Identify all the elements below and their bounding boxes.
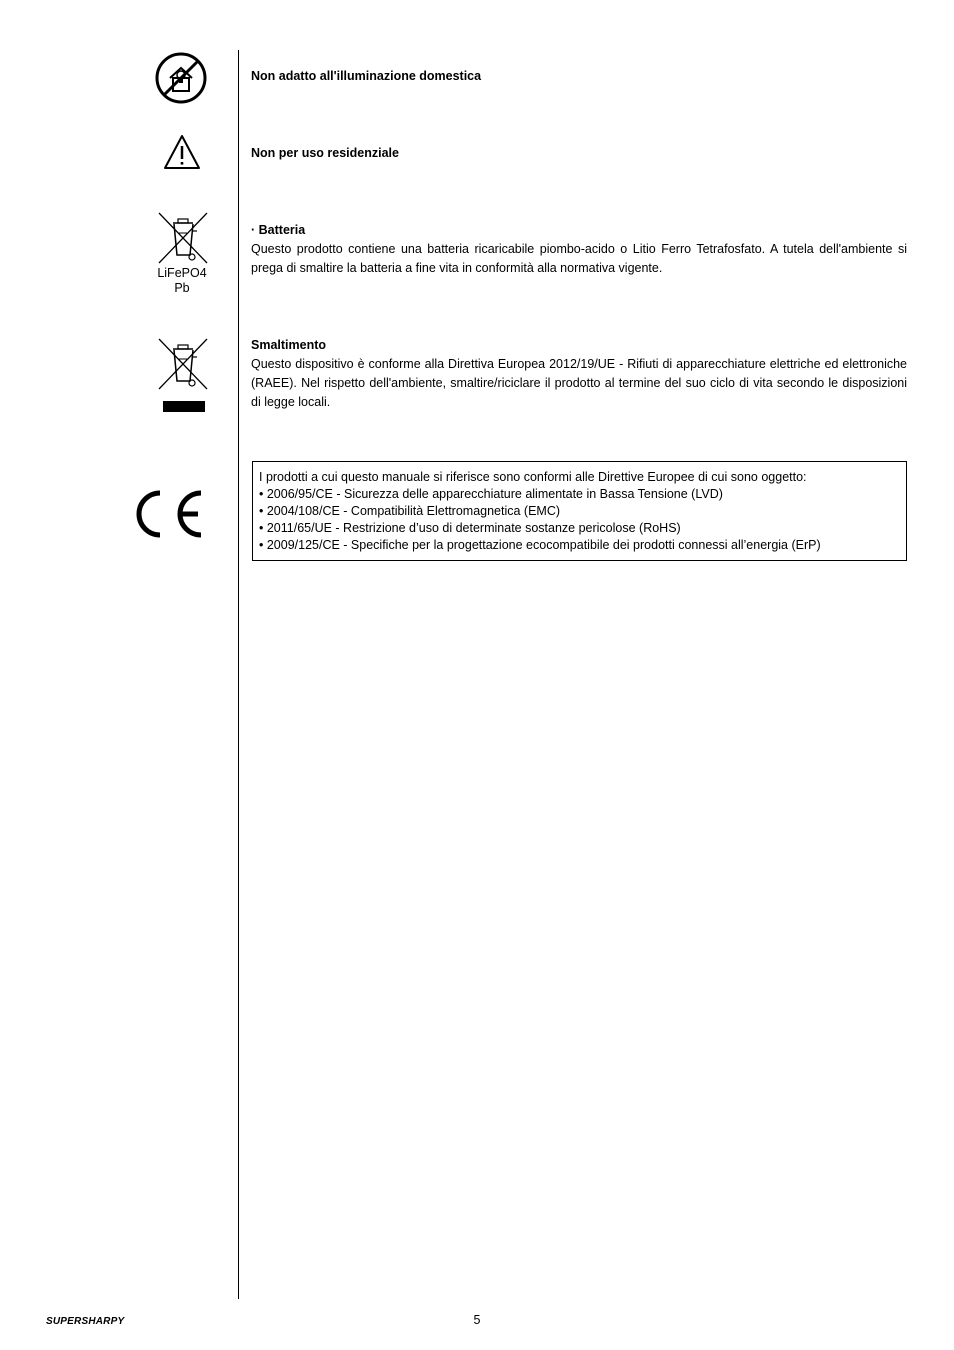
disposal-body: Questo dispositivo è conforme alla Direttiva Europea 2012/19/UE - Rifiuti di apparecchiature elettriche ed elettroniche (RAEE). Nel rispetto dell'ambiente, smaltire/riciclare il prodotto al termine del suo ciclo di vita secondo le disposizioni di legge locali. — [251, 357, 907, 409]
ce-directive-item: • 2004/108/CE - Compatibilità Elettromagnetica (EMC) — [259, 504, 561, 518]
disposal-title: Smaltimento — [251, 338, 327, 352]
crossed-bin-weee-icon — [157, 337, 209, 413]
residential-title: Non per uso residenziale — [251, 146, 399, 160]
ce-declaration-box — [252, 461, 907, 561]
battery-icon-caption — [153, 266, 211, 296]
ce-directive-list — [259, 486, 900, 554]
domestic-title: Non adatto all'illuminazione domestica — [251, 69, 482, 83]
no-domestic-lighting-icon — [154, 51, 208, 105]
ce-directive-item: • 2009/125/CE - Specifiche per la progettazione ecocompatibile dei prodotti connessi all’energia (ErP) — [259, 538, 821, 552]
ce-directive-item: • 2011/65/UE - Restrizione d’uso di determinate sostanze pericolose (RoHS) — [259, 521, 681, 535]
footer-brand: SUPERSHARPY — [46, 1316, 125, 1327]
battery-body: Questo prodotto contiene una batteria ricaricabile piombo-acido o Litio Ferro Tetrafosfato. A tutela dell'ambiente si prega di smaltire la batteria a fine vita in conformità alla normativa vigente. — [251, 242, 907, 275]
battery-caption-line1: LiFePO4 — [157, 266, 207, 280]
ce-intro: I prodotti a cui questo manuale si riferisce sono conformi alle Direttive Europee di cui sono oggetto: — [259, 470, 807, 484]
ce-mark-icon — [134, 487, 206, 541]
ce-directive-item: • 2006/95/CE - Sicurezza delle apparecchiature alimentate in Bassa Tensione (LVD) — [259, 487, 723, 501]
battery-title: · Batteria — [251, 223, 306, 237]
page-number: 5 — [473, 1313, 481, 1327]
battery-caption-line2: Pb — [174, 281, 190, 295]
crossed-bin-battery-icon — [157, 211, 209, 265]
column-divider — [238, 50, 239, 1299]
warning-triangle-icon — [163, 134, 201, 170]
